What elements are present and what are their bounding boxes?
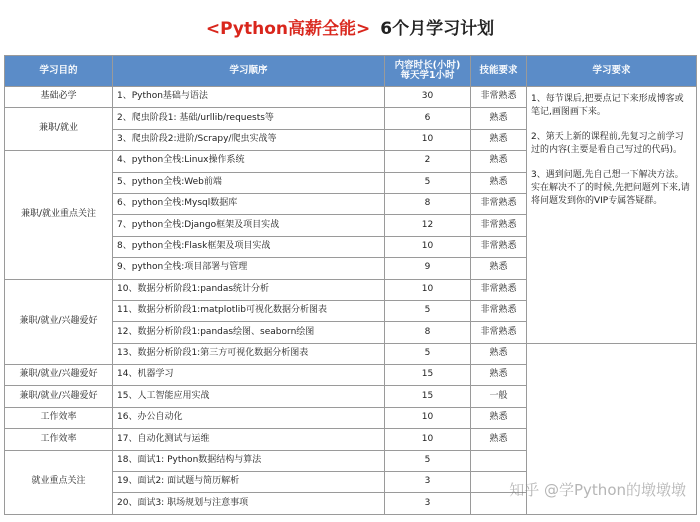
purpose-cell: 兼职/就业/兴趣爱好 [5,386,113,407]
purpose-cell: 兼职/就业/兴趣爱好 [5,279,113,365]
skill-cell: 熟悉 [471,258,527,279]
hours-cell: 30 [385,87,471,108]
hours-cell: 9 [385,258,471,279]
order-cell: 4、python全栈:Linux操作系统 [113,151,385,172]
order-cell: 16、办公自动化 [113,407,385,428]
skill-cell: 熟悉 [471,108,527,129]
order-cell: 19、面试2: 面试题与简历解析 [113,472,385,493]
order-cell: 15、人工智能应用实战 [113,386,385,407]
purpose-cell: 兼职/就业/兴趣爱好 [5,365,113,386]
order-cell: 12、数据分析阶段1:pandas绘图、seaborn绘图 [113,322,385,343]
order-cell: 20、面试3: 职场规划与注意事项 [113,493,385,514]
hours-cell: 8 [385,322,471,343]
hours-cell: 10 [385,129,471,150]
hours-cell: 5 [385,343,471,364]
skill-cell: 非常熟悉 [471,87,527,108]
purpose-cell: 基础必学 [5,87,113,108]
order-cell: 11、数据分析阶段1:matplotlib可视化数据分析图表 [113,300,385,321]
hours-cell: 8 [385,193,471,214]
skill-cell: 熟悉 [471,129,527,150]
header-order: 学习顺序 [113,56,385,87]
hours-cell: 10 [385,279,471,300]
skill-cell: 熟悉 [471,407,527,428]
skill-cell: 熟悉 [471,151,527,172]
order-cell: 13、数据分析阶段1:第三方可视化数据分析图表 [113,343,385,364]
hours-cell: 5 [385,172,471,193]
order-cell: 10、数据分析阶段1:pandas统计分析 [113,279,385,300]
order-cell: 8、python全栈:Flask框架及项目实战 [113,236,385,257]
hours-cell: 12 [385,215,471,236]
requirements-cell [527,87,697,344]
hours-cell: 10 [385,429,471,450]
title-rest: 6个月学习计划 [380,18,495,39]
order-cell: 2、爬虫阶段1: 基础/urllib/requests等 [113,108,385,129]
skill-cell [471,450,527,471]
skill-cell: 非常熟悉 [471,193,527,214]
purpose-cell: 兼职/就业 [5,108,113,151]
requirement-item: 1、每节课后,把要点记下来形成博客或笔记,画图画下来。 [531,94,684,118]
header-skill: 技能要求 [471,56,527,87]
skill-cell: 熟悉 [471,429,527,450]
order-cell: 3、爬虫阶段2:进阶/Scrapy/爬虫实战等 [113,129,385,150]
skill-cell: 熟悉 [471,172,527,193]
requirement-item: 2、第天上新的课程前,先复习之前学习过的内容(主要是看自己写过的代码)。 [531,132,684,156]
hours-cell: 3 [385,472,471,493]
order-cell: 18、面试1: Python数据结构与算法 [113,450,385,471]
purpose-cell: 工作效率 [5,429,113,450]
order-cell: 5、python全栈:Web前端 [113,172,385,193]
title-highlight: <Python高薪全能> [205,18,371,39]
header-requirement: 学习要求 [527,56,697,87]
hours-cell: 10 [385,236,471,257]
skill-cell: 非常熟悉 [471,322,527,343]
hours-cell: 15 [385,386,471,407]
hours-cell: 10 [385,407,471,428]
hours-cell: 6 [385,108,471,129]
skill-cell: 一般 [471,386,527,407]
header-duration [385,56,471,87]
purpose-cell: 工作效率 [5,407,113,428]
purpose-cell: 就业重点关注 [5,450,113,514]
table-row [5,87,697,108]
skill-cell: 非常熟悉 [471,236,527,257]
skill-cell: 熟悉 [471,365,527,386]
requirement-item: 3、遇到问题,先自己想一下解决方法。实在解决不了的时候,先把问题列下来,请将问题发到你的VIP专属答疑群。 [531,170,690,207]
study-plan-table [4,55,697,515]
order-cell: 17、自动化测试与运维 [113,429,385,450]
order-cell: 7、python全栈:Django框架及项目实战 [113,215,385,236]
skill-cell: 非常熟悉 [471,279,527,300]
purpose-cell: 兼职/就业重点关注 [5,151,113,279]
skill-cell: 熟悉 [471,343,527,364]
header-duration-label: 内容时长(小时) 每天学1小时 [394,59,461,81]
skill-cell: 非常熟悉 [471,215,527,236]
order-cell: 1、Python基础与语法 [113,87,385,108]
header-purpose: 学习目的 [5,56,113,87]
hours-cell: 5 [385,300,471,321]
skill-cell: 非常熟悉 [471,300,527,321]
order-cell: 14、机器学习 [113,365,385,386]
page-title [0,0,700,52]
hours-cell: 2 [385,151,471,172]
watermark: 知乎 @学Python的墩墩墩 [509,481,686,499]
order-cell: 6、python全栈:Mysql数据库 [113,193,385,214]
table-header-row [5,56,697,87]
hours-cell: 5 [385,450,471,471]
hours-cell: 15 [385,365,471,386]
order-cell: 9、python全栈:项目部署与管理 [113,258,385,279]
hours-cell: 3 [385,493,471,514]
